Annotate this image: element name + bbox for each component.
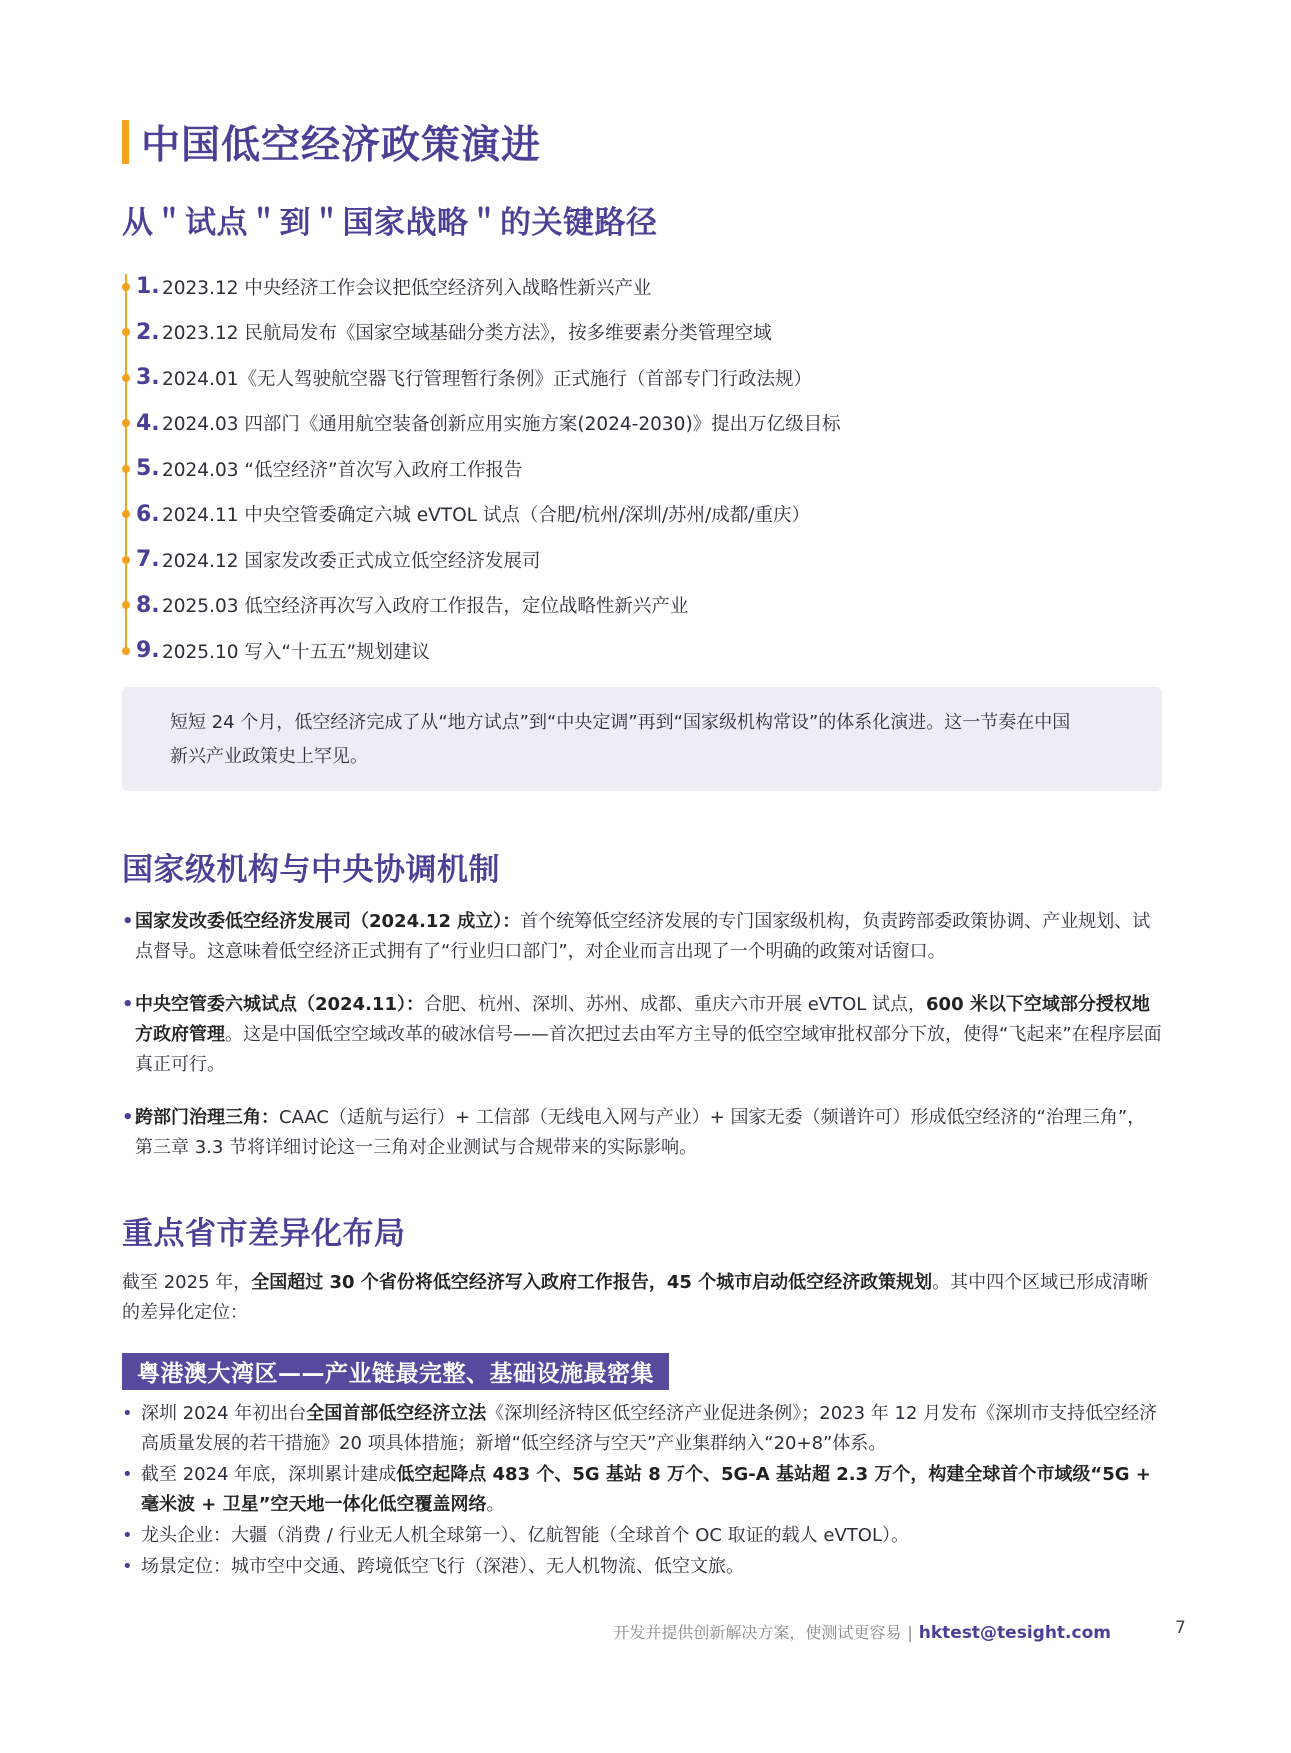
timeline-dot bbox=[122, 374, 130, 382]
footer-slogan: 开发并提供创新解决方案，使测试更容易 bbox=[613, 1623, 902, 1642]
timeline-item bbox=[122, 264, 1162, 310]
timeline-number: 9. bbox=[136, 638, 160, 664]
timeline-dot bbox=[122, 419, 130, 427]
region-detail-list bbox=[122, 1399, 1167, 1583]
item-text: 场景定位：城市空中交通、跨境低空飞行（深港）、无人机物流、低空文旅。 bbox=[141, 1556, 744, 1577]
intro-highlight: 全国超过 30 个省份将低空经济写入政府工作报告，45 个城市启动低空经济政策规划 bbox=[251, 1272, 933, 1293]
timeline-item bbox=[122, 583, 1162, 629]
timeline-item bbox=[122, 537, 1162, 583]
heading-accent-bar bbox=[122, 120, 129, 164]
timeline-number: 5. bbox=[136, 456, 160, 482]
subtitle-regional-layout: 重点省市差异化布局 bbox=[122, 1216, 406, 1252]
region-title: 粤港澳大湾区——产业链最完整、基础设施最密集 bbox=[137, 1361, 654, 1387]
callout-line: 短短 24 个月，低空经济完成了从“地方试点”到“中央定调”再到“国家级机构常设”的体系化演进。这一节奏在中国 bbox=[170, 712, 1071, 733]
callout-line: 新兴产业政策史上罕见。 bbox=[170, 746, 368, 767]
list-item bbox=[122, 1460, 1167, 1520]
item-highlight: 全国首部低空经济立法 bbox=[306, 1403, 487, 1424]
timeline-number: 2. bbox=[136, 319, 160, 345]
timeline-number: 7. bbox=[136, 547, 160, 573]
list-item bbox=[122, 1552, 1167, 1582]
region-label bbox=[122, 1353, 669, 1390]
timeline-number: 6. bbox=[136, 501, 160, 527]
policy-timeline bbox=[122, 264, 1162, 674]
list-item bbox=[122, 1399, 1167, 1459]
regional-intro bbox=[122, 1268, 1162, 1328]
institution-desc: CAAC（适航与运行）+ 工信部（无线电入网与产业）+ 国家无委（频谱许可）形成低空经济的“治理三角”，第三章 3.3 节将详细讨论这一三角对企业测试与合规带来的实际影响。 bbox=[135, 1107, 1146, 1158]
timeline-text: 2024.11 中央空管委确定六城 eVTOL 试点（合肥/杭州/深圳/苏州/成都/重庆） bbox=[162, 505, 811, 527]
timeline-number: 8. bbox=[136, 592, 160, 618]
section-title: 中国低空经济政策演进 bbox=[141, 123, 542, 168]
institution-name: 国家发改委低空经济发展司（2024.12 成立）： bbox=[135, 911, 521, 932]
timeline-dot bbox=[122, 556, 130, 564]
timeline-item bbox=[122, 628, 1162, 674]
footer-separator: | bbox=[907, 1623, 913, 1642]
item-text: 深圳 2024 年初出台 bbox=[141, 1403, 307, 1424]
footer-email-link[interactable]: hktest@tesight.com bbox=[918, 1623, 1111, 1643]
item-highlight: 低空起降点 483 个、5G 基站 8 万个、5G-A 基站超 2.3 万个，构建全球首个市域级“5G + 毫米波 + 卫星”空天地一体化低空覆盖网络 bbox=[141, 1464, 1151, 1515]
timeline-text: 2023.12 民航局发布《国家空域基础分类方法》，按多维要素分类管理空域 bbox=[162, 323, 772, 345]
timeline-dot bbox=[122, 283, 130, 291]
timeline-text: 2025.03 低空经济再次写入政府工作报告，定位战略性新兴产业 bbox=[162, 596, 689, 618]
institution-desc: 合肥、杭州、深圳、苏州、成都、重庆六市开展 eVTOL 试点， bbox=[423, 994, 927, 1015]
timeline-number: 3. bbox=[136, 365, 160, 391]
institution-desc: 首个统筹低空经济发展的专门国家级机构，负责跨部委政策协调、产业规划、试点督导。这意味着低空经济正式拥有了“行业归口部门”，对企业而言出现了一个明确的政策对话窗口。 bbox=[135, 911, 1151, 962]
item-text-cont: 《深圳经济特区低空经济产业促进条例》；2023 年 12 月发布《深圳市支持低空经济高质量发展的若干措施》20 项具体措施；新增“低空经济与空天”产业集群纳入“20+8”体系。 bbox=[141, 1403, 1158, 1454]
intro-prefix: 截至 2025 年， bbox=[122, 1272, 252, 1293]
subtitle-key-path: 从＂试点＂到＂国家战略＂的关键路径 bbox=[122, 205, 658, 241]
list-item bbox=[122, 1521, 1167, 1551]
timeline-text: 2025.10 写入“十五五”规划建议 bbox=[162, 641, 431, 663]
timeline-item bbox=[122, 446, 1162, 492]
timeline-text: 2024.12 国家发改委正式成立低空经济发展司 bbox=[162, 550, 541, 572]
institution-desc-cont: 。这是中国低空空域改革的破冰信号——首次把过去由军方主导的低空空域审批权部分下放，使得“飞起来”在程序层面真正可行。 bbox=[135, 1024, 1162, 1075]
intro-suffix: 。其中四个区域已形成清晰的差异化定位： bbox=[122, 1272, 1149, 1323]
item-text: 截至 2024 年底，深圳累计建成 bbox=[141, 1464, 397, 1485]
timeline-dot bbox=[122, 647, 130, 655]
timeline-dot bbox=[122, 328, 130, 336]
institution-item bbox=[122, 1103, 1162, 1163]
page-footer bbox=[0, 1616, 1291, 1644]
timeline-text: 2024.03 四部门《通用航空装备创新应用实施方案(2024-2030)》提出万亿级目标 bbox=[162, 414, 841, 436]
institution-list bbox=[122, 907, 1162, 1186]
timeline-dot bbox=[122, 510, 130, 518]
item-text-cont: 。 bbox=[486, 1494, 505, 1515]
timeline-text: 2023.12 中央经济工作会议把低空经济列入战略性新兴产业 bbox=[162, 277, 652, 299]
institution-highlight: 600 米以下空域部分授权地方政府管理 bbox=[135, 994, 1150, 1045]
timeline-item bbox=[122, 401, 1162, 447]
timeline-text: 2024.01《无人驾驶航空器飞行管理暂行条例》正式施行（首部专门行政法规） bbox=[162, 368, 813, 390]
section-heading bbox=[122, 112, 541, 172]
timeline-text: 2024.03 “低空经济”首次写入政府工作报告 bbox=[162, 459, 523, 481]
subtitle-institutions: 国家级机构与中央协调机制 bbox=[122, 852, 500, 888]
timeline-number: 4. bbox=[136, 410, 160, 436]
timeline-item bbox=[122, 355, 1162, 401]
item-text: 龙头企业：大疆（消费 / 行业无人机全球第一）、亿航智能（全球首个 OC 取证的载人 eVTOL）。 bbox=[141, 1525, 909, 1546]
institution-item bbox=[122, 990, 1162, 1080]
institution-name: 跨部门治理三角： bbox=[135, 1107, 279, 1128]
timeline-dot bbox=[122, 465, 130, 473]
summary-callout bbox=[122, 687, 1162, 791]
institution-name: 中央空管委六城试点（2024.11）： bbox=[135, 994, 424, 1015]
footer-text bbox=[613, 1620, 1111, 1643]
institution-item bbox=[122, 907, 1162, 967]
timeline-dot bbox=[122, 601, 130, 609]
page-number: 7 bbox=[1175, 1618, 1186, 1638]
timeline-item bbox=[122, 310, 1162, 356]
timeline-item bbox=[122, 492, 1162, 538]
timeline-number: 1. bbox=[136, 274, 160, 300]
